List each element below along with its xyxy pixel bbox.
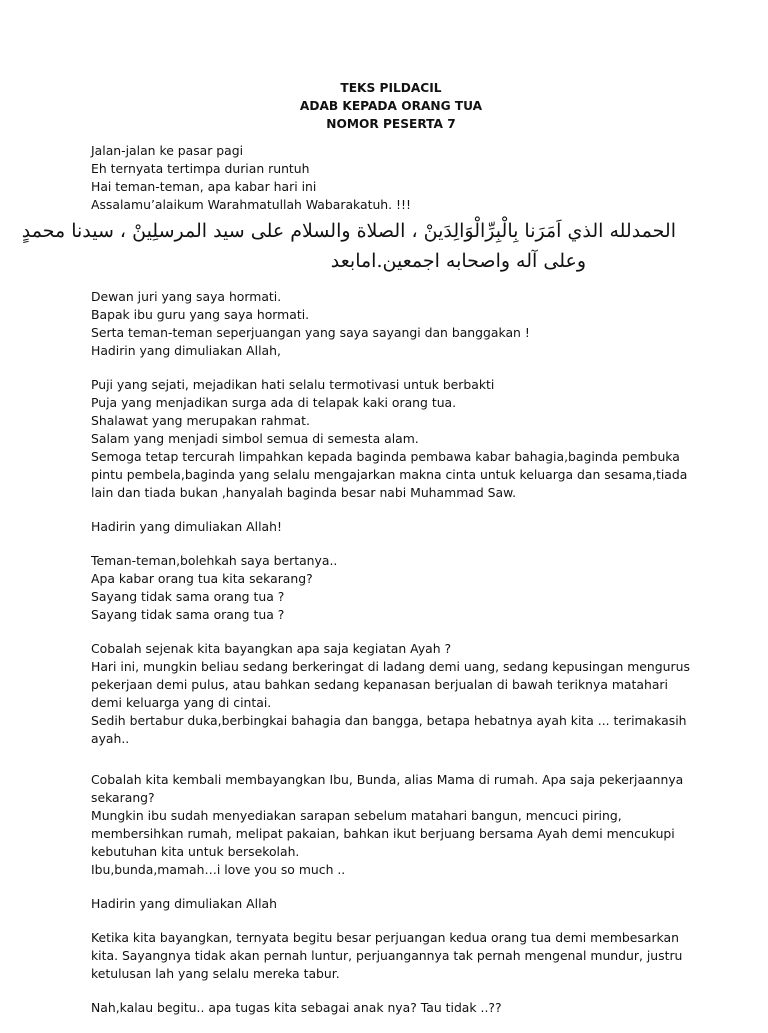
ibu-line: sekarang? <box>91 790 155 805</box>
hadirin-heading: Hadirin yang dimuliakan Allah! <box>91 519 282 534</box>
ibu-line: Ibu,bunda,mamah…i love you so much .. <box>91 862 346 877</box>
praise-line: Salam yang menjadi simbol semua di semesta alam. <box>91 431 419 446</box>
praise-line: Puja yang menjadikan surga ada di telapak kaki orang tua. <box>91 395 457 410</box>
title-line: TEKS PILDACIL <box>340 81 442 95</box>
pantun-opening <box>91 142 691 214</box>
greeting-line: Bapak ibu guru yang saya hormati. <box>91 307 310 322</box>
praise-paragraph <box>91 376 691 502</box>
title-line: ADAB KEPADA ORANG TUA <box>299 99 483 113</box>
struggle-line: Ketika kita bayangkan, ternyata begitu besar perjuangan kedua orang tua demi membesarkan <box>91 930 679 945</box>
arabic-line: وعلى آله واصحابه اجمعين.امابعد <box>330 250 586 272</box>
arabic-opening <box>21 216 676 276</box>
question-line: Apa kabar orang tua kita sekarang? <box>91 571 313 586</box>
praise-line: pintu pembela,baginda yang selalu mengajarkan makna cinta untuk keluarga dan sesama,tiada <box>91 467 688 482</box>
praise-line: Puji yang sejati, mejadikan hati selalu termotivasi untuk berbakti <box>91 377 495 392</box>
title-line: NOMOR PESERTA 7 <box>326 117 456 131</box>
ayah-line: Sedih bertabur duka,berbingkai bahagia dan bangga, betapa hebatnya ayah kita ... terimakasih <box>91 713 687 728</box>
ayah-paragraph <box>91 640 691 748</box>
ayah-line: pekerjaan demi pulus, atau bahkan sedang kepanasan berjualan di bawah teriknya matahari <box>91 677 668 692</box>
ayah-line: Cobalah sejenak kita bayangkan apa saja kegiatan Ayah ? <box>91 641 452 656</box>
document-title <box>91 79 691 133</box>
document-page <box>21 79 691 1033</box>
struggle-line: ketulusan lah yang selalu mereka tabur. <box>91 966 340 981</box>
pantun-line: Assalamu’alaikum Warahmatullah Wabarakatuh. !!! <box>91 197 411 212</box>
question-line: Sayang tidak sama orang tua ? <box>91 589 285 604</box>
struggle-line: kita. Sayangnya tidak akan pernah luntur, perjuangannya tak pernah mengenal mundur, justru <box>91 948 683 963</box>
hadirin-heading: Hadirin yang dimuliakan Allah <box>91 896 277 911</box>
question-line: Teman-teman,bolehkah saya bertanya.. <box>91 553 338 568</box>
greeting-line: Hadirin yang dimuliakan Allah, <box>91 343 281 358</box>
ayah-line: ayah.. <box>91 731 130 746</box>
ayah-line: demi keluarga yang di cintai. <box>91 695 272 710</box>
pantun-line: Jalan-jalan ke pasar pagi <box>91 143 244 158</box>
praise-line: Shalawat yang merupakan rahmat. <box>91 413 310 428</box>
praise-line: Semoga tetap tercurah limpahkan kepada baginda pembawa kabar bahagia,baginda pembuka <box>91 449 680 464</box>
arabic-line: الحمدلله الذي اَمَرَنا بِالْبِرِّالْوَالِدَينْ ، الصلاة والسلام على سيد المرسلِينْ ، سيدنا محمدٍ <box>21 220 676 242</box>
question-line: Sayang tidak sama orang tua ? <box>91 607 285 622</box>
closing-question: Nah,kalau begitu.. apa tugas kita sebagai anak nya? Tau tidak ..?? <box>91 1000 502 1015</box>
ibu-line: Mungkin ibu sudah menyediakan sarapan sebelum matahari bangun, mencuci piring, <box>91 808 622 823</box>
question-paragraph <box>91 552 691 624</box>
ibu-line: membersihkan rumah, melipat pakaian, bahkan ikut berjuang bersama Ayah demi mencukupi <box>91 826 675 841</box>
pantun-line: Eh ternyata tertimpa durian runtuh <box>91 161 310 176</box>
ayah-line: Hari ini, mungkin beliau sedang berkeringat di ladang demi uang, sedang kepusingan mengurus <box>91 659 690 674</box>
praise-line: lain dan tiada bukan ,hanyalah baginda besar nabi Muhammad Saw. <box>91 485 517 500</box>
struggle-paragraph <box>91 929 691 983</box>
ibu-line: kebutuhan kita untuk bersekolah. <box>91 844 300 859</box>
ibu-line: Cobalah kita kembali membayangkan Ibu, Bunda, alias Mama di rumah. Apa saja pekerjaannya <box>91 772 684 787</box>
pantun-line: Hai teman-teman, apa kabar hari ini <box>91 179 317 194</box>
greeting-paragraph <box>91 288 691 360</box>
ibu-paragraph <box>91 771 691 879</box>
greeting-line: Serta teman-teman seperjuangan yang saya sayangi dan banggakan ! <box>91 325 530 340</box>
greeting-line: Dewan juri yang saya hormati. <box>91 289 282 304</box>
